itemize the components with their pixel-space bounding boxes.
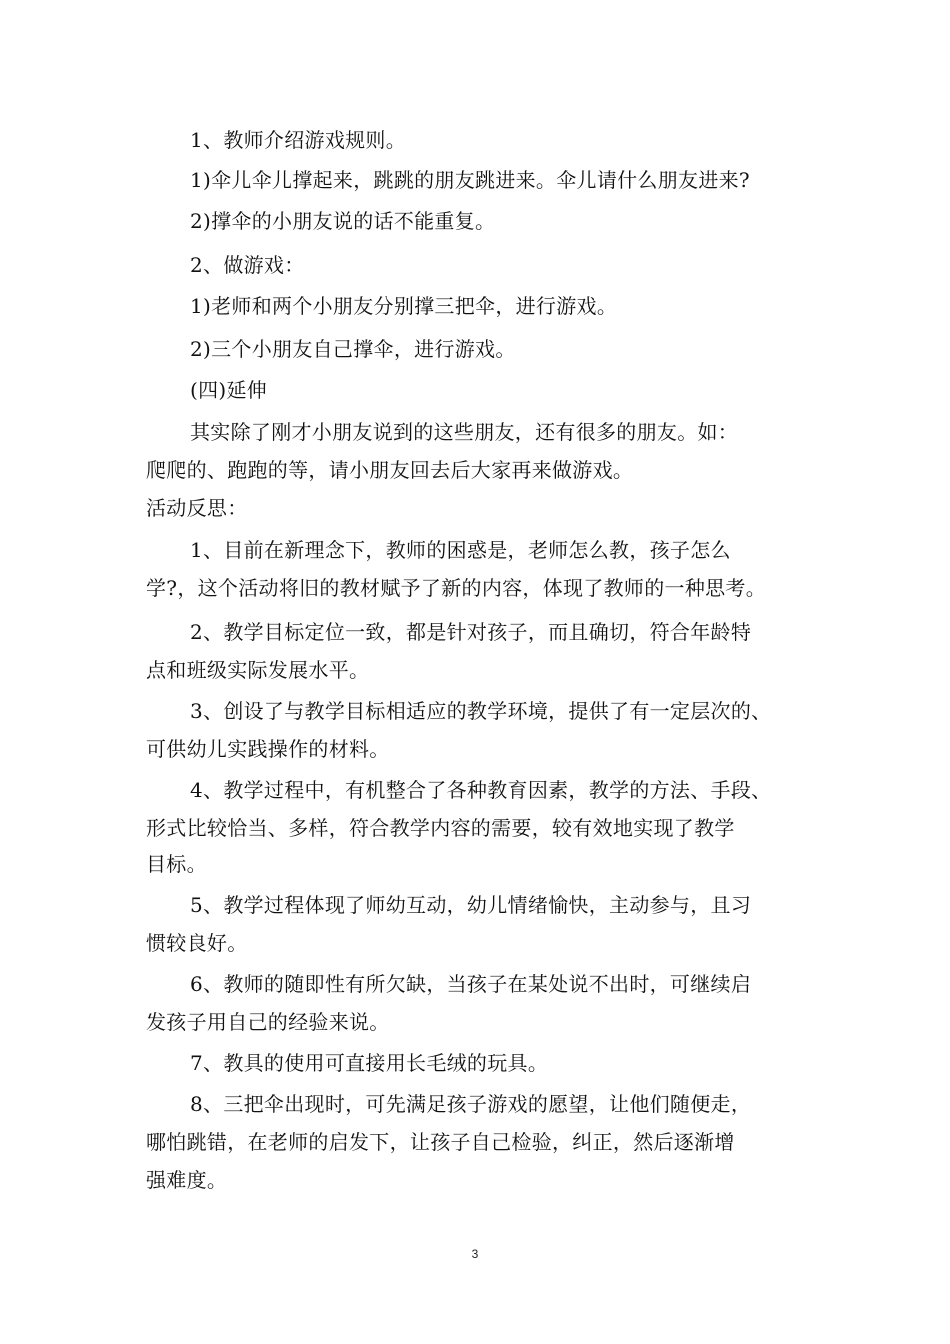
text-line: 6、教师的随即性有所欠缺，当孩子在某处说不出时，可继续启	[190, 972, 752, 996]
text-line: 2、做游戏：	[190, 253, 305, 277]
text-line: 4、教学过程中，有机整合了各种教育因素，教学的方法、手段、	[190, 778, 772, 802]
text-line: 爬爬的、跑跑的等，请小朋友回去后大家再来做游戏。	[146, 458, 634, 482]
text-line: 发孩子用自己的经验来说。	[146, 1010, 390, 1034]
text-line: 其实除了刚才小朋友说到的这些朋友，还有很多的朋友。如：	[190, 420, 739, 444]
text-line: 惯较良好。	[146, 931, 248, 955]
text-line: 点和班级实际发展水平。	[146, 658, 370, 682]
text-line: 学?，这个活动将旧的教材赋予了新的内容，体现了教师的一种思考。	[146, 576, 767, 600]
text-line: 可供幼儿实践操作的材料。	[146, 737, 390, 761]
text-line: 3、创设了与教学目标相适应的教学环境，提供了有一定层次的、	[190, 699, 772, 723]
text-line: 1)伞儿伞儿撑起来，跳跳的朋友跳进来。伞儿请什么朋友进来?	[190, 168, 750, 192]
text-line: 1、教师介绍游戏规则。	[190, 128, 407, 152]
page-number: 3	[471, 1247, 479, 1261]
text-line: 1)老师和两个小朋友分别撑三把伞，进行游戏。	[190, 294, 618, 318]
text-line: 1、目前在新理念下，教师的困惑是，老师怎么教，孩子怎么	[190, 538, 731, 562]
section-heading: 活动反思：	[146, 496, 248, 520]
text-line: 2)三个小朋友自己撑伞，进行游戏。	[190, 337, 516, 361]
text-line: 7、教具的使用可直接用长毛绒的玩具。	[190, 1051, 549, 1075]
text-line: 2)撑伞的小朋友说的话不能重复。	[190, 209, 496, 233]
section-heading: (四)延伸	[190, 378, 268, 402]
text-line: 2、教学目标定位一致，都是针对孩子，而且确切，符合年龄特	[190, 620, 752, 644]
text-line: 强难度。	[146, 1168, 228, 1192]
text-line: 形式比较恰当、多样，符合教学内容的需要，较有效地实现了教学	[146, 816, 735, 840]
text-line: 8、三把伞出现时，可先满足孩子游戏的愿望，让他们随便走，	[190, 1092, 752, 1116]
text-line: 5、教学过程体现了师幼互动，幼儿情绪愉快，主动参与，且习	[190, 893, 752, 917]
text-line: 哪怕跳错，在老师的启发下，让孩子自己检验，纠正，然后逐渐增	[146, 1130, 735, 1154]
text-line: 目标。	[146, 852, 207, 876]
